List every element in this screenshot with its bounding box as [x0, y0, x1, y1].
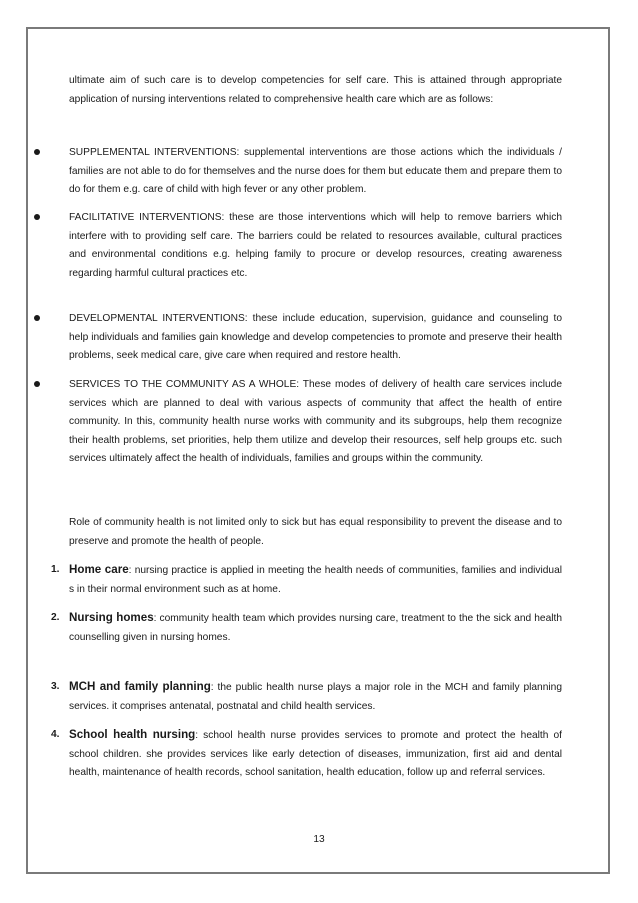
numbered-item-home-care: [51, 561, 562, 599]
numbered-item-school-health: [51, 726, 563, 783]
item-term: School health nursing: [69, 728, 196, 741]
item-number: 3.: [51, 681, 60, 692]
bullet-text: SERVICES TO THE COMMUNITY AS A WHOLE: These modes of delivery of health care services include services which are planned to deal with various aspects of community that affect the health of entire community. In this, community health nurse works with community and its subgroups, help them recognize their health problems, set priorities, help them utilize and develop their resources, self help groups etc. such services ultimately affect the health of individuals, families and groups within the community.: [69, 379, 562, 464]
item-number: 1.: [51, 564, 60, 575]
bullet-item-supplemental: [69, 144, 562, 200]
item-text: : nursing practice is applied in meeting the health needs of communities, families and individual s in their normal environment such as at home.: [69, 565, 562, 595]
bullet-text: FACILITATIVE INTERVENTIONS: these are those interventions which will help to remove barriers which interfere with to providing self care. The barriers could be related to resources available, cultural practices and environmental conditions e.g. helping family to procure or develop resources, creating awareness regarding harmful cultural practices etc.: [69, 212, 562, 279]
bullet-item-community-services: [69, 376, 562, 469]
bullet-item-developmental: [69, 310, 562, 366]
page-number: 13: [313, 834, 325, 845]
item-text: : community health team which provides nursing care, treatment to the the sick and health counselling given in nursing homes.: [69, 613, 562, 643]
item-number: 2.: [51, 612, 60, 623]
numbered-item-nursing-homes: [51, 609, 562, 647]
item-text: : school health nurse provides services to promote and protect the health of school children. she provides services like early detection of diseases, immunization, first aid and dental health, maintenance of health records, school sanitation, health education, follow up and referral services.: [69, 730, 563, 778]
item-text: : the public health nurse plays a major role in the MCH and family planning services. it comprises antenatal, postnatal and child health services.: [69, 682, 562, 712]
bullet-item-facilitative: [69, 209, 562, 283]
bullet-text: DEVELOPMENTAL INTERVENTIONS: these include education, supervision, guidance and counseling to help individuals and families gain knowledge and develop competencies to promote and preserve their health problems, seek medical care, give care when required and restore health.: [69, 313, 562, 361]
item-number: 4.: [51, 729, 60, 740]
role-paragraph: [69, 514, 562, 551]
intro-text: ultimate aim of such care is to develop competencies for self care. This is attained through appropriate application of nursing interventions related to comprehensive health care which are as follows:: [69, 75, 562, 105]
bullet-text: SUPPLEMENTAL INTERVENTIONS: supplemental interventions are those actions which the individuals / families are not able to do for themselves and the nurse does for them but educate them and prepare them to do for them e.g. care of child with high fever or any other problem.: [69, 147, 562, 195]
item-term: Nursing homes: [69, 611, 154, 624]
numbered-item-mch-family-planning: [51, 678, 562, 716]
bullet-icon: [34, 315, 40, 321]
item-term: Home care: [69, 563, 129, 576]
intro-paragraph: [69, 72, 562, 109]
item-term: MCH and family planning: [69, 680, 211, 693]
bullet-icon: [34, 214, 40, 220]
role-text: Role of community health is not limited only to sick but has equal responsibility to prevent the disease and to preserve and promote the health of people.: [69, 517, 562, 547]
bullet-icon: [34, 381, 40, 387]
bullet-icon: [34, 149, 40, 155]
